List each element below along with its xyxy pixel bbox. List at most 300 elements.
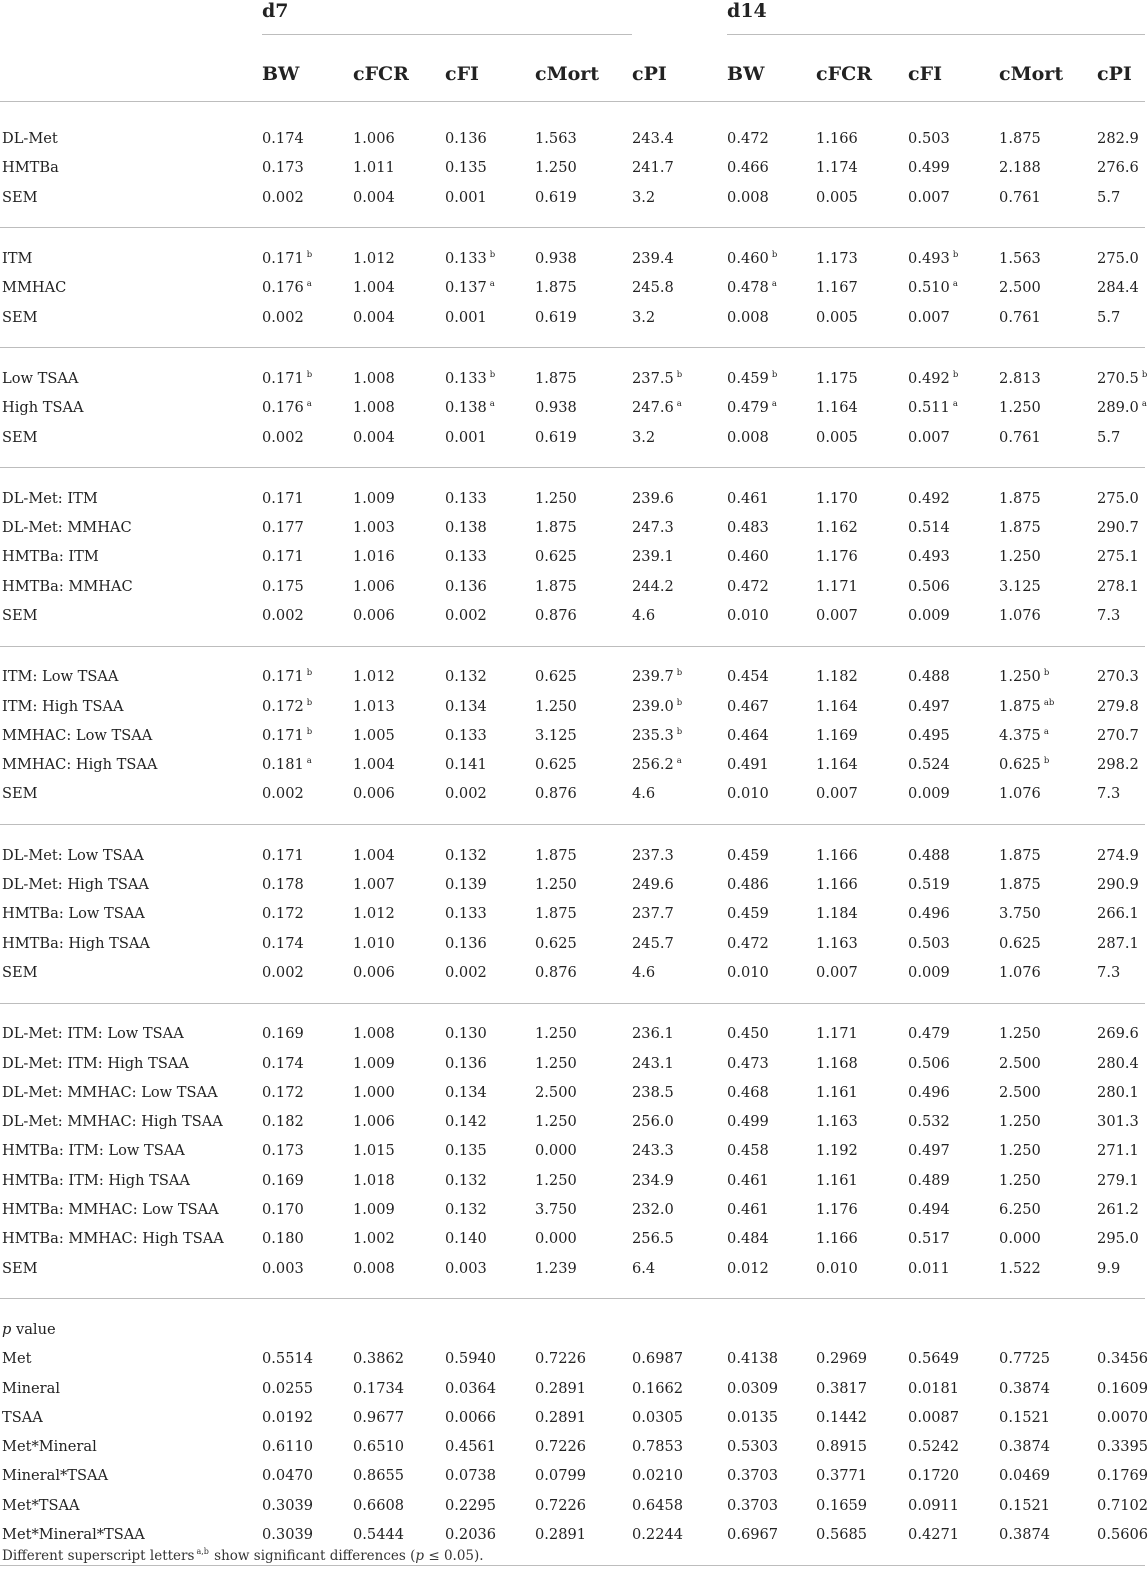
- table-cell: [908, 1195, 999, 1224]
- table-cell: [999, 662, 1097, 691]
- group-header-d14: d14: [727, 0, 767, 22]
- cell-value: 1.166: [816, 876, 858, 894]
- cell-value: 0.472: [727, 130, 769, 148]
- table-cell: [445, 841, 535, 870]
- cell-value: 1.164: [816, 399, 858, 417]
- table-cell: [999, 899, 1097, 928]
- row-label: DL-Met: ITM: High TSAA: [2, 1054, 189, 1072]
- group-header-row: [0, 0, 1145, 35]
- table-cell: [816, 1224, 908, 1253]
- cell-value: 1.163: [816, 934, 858, 952]
- table-row: [0, 393, 1145, 422]
- cell-value: 0.001: [445, 308, 487, 326]
- cell-value: 4.6: [632, 607, 656, 624]
- table-cell: [999, 721, 1097, 750]
- cell-value: 0.450: [727, 1025, 769, 1043]
- cell-value: 0.175: [262, 577, 304, 595]
- cell-value: 0.761: [999, 428, 1041, 446]
- pvalue-cell: 0.5940: [445, 1350, 497, 1368]
- table-row: [0, 1078, 1145, 1107]
- cell-value: 239.1: [632, 548, 674, 566]
- cell-value: 0.000: [535, 1142, 577, 1160]
- cell-value: 1.166: [816, 846, 858, 864]
- cell-value: 1.013: [353, 697, 395, 715]
- table-cell: [999, 1048, 1097, 1077]
- cell-value: 0.005: [816, 428, 858, 446]
- pvalue-cell: 0.0364: [445, 1379, 497, 1397]
- table-cell: [816, 779, 908, 808]
- cell-value: 0.176: [262, 399, 304, 417]
- cell-value: 0.181: [262, 756, 304, 774]
- cell-value: 1.875: [999, 130, 1041, 148]
- table-cell: [445, 1166, 535, 1195]
- table-cell: [445, 1048, 535, 1077]
- cell-value: 0.519: [908, 876, 950, 894]
- cell-value: 0.938: [535, 250, 577, 268]
- significance-letter: b: [676, 668, 683, 679]
- cell-value: 275.0: [1097, 250, 1139, 268]
- pvalue-heading-p: p: [2, 1320, 12, 1338]
- cell-value: 1.168: [816, 1054, 858, 1072]
- cell-value: 0.136: [445, 1054, 487, 1072]
- table-cell: [1097, 779, 1145, 808]
- cell-value: 1.239: [535, 1259, 577, 1277]
- cell-value: 241.7: [632, 159, 674, 177]
- table-cell: [632, 1107, 727, 1136]
- significance-letter: ab: [1043, 697, 1055, 708]
- table-cell: [632, 273, 727, 302]
- table-cell: [908, 422, 999, 451]
- table-cell: [1097, 721, 1145, 750]
- table-cell: [262, 691, 353, 720]
- significance-letter: b: [1043, 668, 1050, 679]
- table-cell: [1097, 899, 1145, 928]
- pvalue-cell: 0.3771: [816, 1467, 868, 1485]
- cell-value: 0.002: [262, 607, 304, 624]
- table-cell: [1097, 393, 1145, 422]
- pvalue-cell: 0.2295: [445, 1496, 497, 1514]
- table-cell: [1097, 1136, 1145, 1165]
- cell-value: 0.478: [727, 279, 769, 297]
- cell-value: 0.496: [908, 905, 950, 923]
- cell-value: 275.0: [1097, 489, 1139, 507]
- cell-value: 290.7: [1097, 519, 1139, 537]
- table-cell: [262, 1107, 353, 1136]
- pvalue-cell: 0.7102: [1097, 1496, 1148, 1514]
- table-cell: [1097, 691, 1145, 720]
- table-cell: [445, 422, 535, 451]
- cell-value: 0.140: [445, 1230, 487, 1248]
- cell-value: 0.174: [262, 1054, 304, 1072]
- table-cell: [445, 1195, 535, 1224]
- table-row: [0, 721, 1145, 750]
- row-label: SEM: [2, 1259, 38, 1277]
- table-cell: [353, 1019, 445, 1048]
- table-cell: [445, 302, 535, 331]
- table-cell: [908, 1048, 999, 1077]
- cell-value: 2.813: [999, 369, 1041, 387]
- cell-value: 0.459: [727, 846, 769, 864]
- table-cell: [632, 958, 727, 987]
- cell-value: 1.875: [999, 697, 1041, 715]
- cell-value: 1.875: [535, 846, 577, 864]
- table-cell: [445, 1078, 535, 1107]
- cell-value: 1.076: [999, 607, 1041, 624]
- table-cell: [1097, 302, 1145, 331]
- cell-value: 290.9: [1097, 876, 1139, 894]
- cell-value: 0.009: [908, 963, 950, 981]
- cell-value: 0.138: [445, 519, 487, 537]
- footnote-superscript: a,b: [196, 1547, 209, 1556]
- table-cell: [535, 124, 632, 153]
- table-cell: [816, 750, 908, 779]
- cell-value: 0.000: [535, 1230, 577, 1248]
- cell-value: 0.172: [262, 697, 304, 715]
- pvalue-row: [0, 1461, 1145, 1490]
- cell-value: 1.175: [816, 369, 858, 387]
- pvalue-cell: 0.9677: [353, 1408, 405, 1426]
- cell-value: 2.188: [999, 159, 1041, 177]
- cell-value: 0.496: [908, 1083, 950, 1101]
- pvalue-cell: 0.7853: [632, 1438, 684, 1456]
- cell-value: 0.133: [445, 905, 487, 923]
- table-cell: [262, 721, 353, 750]
- table-cell: [908, 1136, 999, 1165]
- cell-value: 1.009: [353, 1054, 395, 1072]
- table-cell: [908, 153, 999, 182]
- table-row: [0, 513, 1145, 542]
- pvalue-cell: 0.6987: [632, 1350, 684, 1368]
- cell-value: 0.486: [727, 876, 769, 894]
- table-cell: [999, 542, 1097, 571]
- cell-value: 3.125: [999, 577, 1041, 595]
- table-cell: [816, 870, 908, 899]
- table-cell: [816, 364, 908, 393]
- pvalue-row: [0, 1432, 1145, 1461]
- cell-value: 0.003: [445, 1259, 487, 1277]
- table-cell: [445, 1136, 535, 1165]
- table-cell: [262, 750, 353, 779]
- cell-value: 1.875: [999, 876, 1041, 894]
- cell-value: 9.9: [1097, 1259, 1121, 1277]
- table-cell: [535, 662, 632, 691]
- table-cell: [262, 422, 353, 451]
- table-cell: [262, 929, 353, 958]
- pvalue-cell: 0.6510: [353, 1438, 405, 1456]
- pvalue-cell: 0.0738: [445, 1467, 497, 1485]
- table-cell: [1097, 601, 1145, 630]
- table-cell: [445, 691, 535, 720]
- cell-value: 4.6: [632, 963, 656, 981]
- cell-value: 0.133: [445, 726, 487, 744]
- cell-value: 0.499: [908, 159, 950, 177]
- cell-value: 1.563: [535, 130, 577, 148]
- cell-value: 0.133: [445, 489, 487, 507]
- cell-value: 1.250: [535, 1025, 577, 1043]
- cell-value: 1.164: [816, 756, 858, 774]
- cell-value: 284.4: [1097, 279, 1139, 297]
- table-cell: [816, 1107, 908, 1136]
- table-cell: [535, 929, 632, 958]
- cell-value: 0.006: [353, 963, 395, 981]
- table-cell: [535, 958, 632, 987]
- table-row: [0, 929, 1145, 958]
- cell-value: 1.250: [999, 668, 1041, 686]
- cell-value: 7.3: [1097, 785, 1121, 803]
- cell-value: 0.002: [262, 963, 304, 981]
- cell-value: 0.461: [727, 489, 769, 507]
- pvalue-cell: 0.1659: [816, 1496, 868, 1514]
- table-cell: [262, 1195, 353, 1224]
- table-cell: [1097, 1254, 1145, 1283]
- significance-letter: a: [771, 279, 777, 290]
- table-cell: [445, 929, 535, 958]
- cell-value: 235.3: [632, 726, 674, 744]
- cell-value: 0.010: [727, 963, 769, 981]
- table-cell: [816, 124, 908, 153]
- table-cell: [1097, 1166, 1145, 1195]
- table-cell: [727, 244, 816, 273]
- table-cell: [908, 572, 999, 601]
- row-label: SEM: [2, 785, 38, 803]
- pvalue-cell: 0.2891: [535, 1526, 587, 1544]
- table-cell: [816, 513, 908, 542]
- table-cell: [535, 273, 632, 302]
- section-divider: [0, 1565, 1145, 1566]
- pvalue-cell: 0.0192: [262, 1408, 314, 1426]
- table-cell: [908, 1224, 999, 1253]
- cell-value: 0.464: [727, 726, 769, 744]
- group-header-d7: d7: [262, 0, 289, 22]
- significance-letter: a: [306, 399, 312, 410]
- table-cell: [816, 153, 908, 182]
- table-cell: [632, 393, 727, 422]
- cell-value: 295.0: [1097, 1230, 1139, 1248]
- table-cell: [445, 750, 535, 779]
- cell-value: 0.004: [353, 188, 395, 206]
- table-cell: [816, 484, 908, 513]
- row-label: SEM: [2, 607, 38, 624]
- cell-value: 1.012: [353, 905, 395, 923]
- table-cell: [727, 779, 816, 808]
- pvalue-cell: 0.3817: [816, 1379, 868, 1397]
- row-label: HMTBa: MMHAC: High TSAA: [2, 1230, 224, 1248]
- cell-value: 0.132: [445, 1171, 487, 1189]
- cell-value: 0.011: [908, 1259, 950, 1277]
- cell-value: 4.6: [632, 785, 656, 803]
- cell-value: 1.563: [999, 250, 1041, 268]
- cell-value: 0.532: [908, 1113, 950, 1131]
- table-cell: [535, 513, 632, 542]
- cell-value: 270.7: [1097, 726, 1139, 744]
- table-cell: [535, 750, 632, 779]
- row-label: HMTBa: ITM: [2, 548, 99, 566]
- row-label: Low TSAA: [2, 369, 79, 387]
- cell-value: 0.006: [353, 607, 395, 624]
- cell-value: 0.141: [445, 756, 487, 774]
- cell-value: 0.009: [908, 607, 950, 624]
- table-cell: [908, 1166, 999, 1195]
- table-cell: [632, 899, 727, 928]
- cell-value: 0.004: [353, 308, 395, 326]
- row-label: ITM: High TSAA: [2, 697, 124, 715]
- row-label: DL-Met: MMHAC: High TSAA: [2, 1113, 223, 1131]
- row-label: SEM: [2, 963, 38, 981]
- table-cell: [1097, 572, 1145, 601]
- cell-value: 0.503: [908, 130, 950, 148]
- cell-value: 0.466: [727, 159, 769, 177]
- table-cell: [353, 601, 445, 630]
- table-cell: [262, 779, 353, 808]
- table-cell: [445, 393, 535, 422]
- cell-value: 243.1: [632, 1054, 674, 1072]
- cell-value: 247.3: [632, 519, 674, 537]
- table-row: [0, 750, 1145, 779]
- pvalue-cell: 0.5303: [727, 1438, 779, 1456]
- pvalue-row: [0, 1491, 1145, 1520]
- table-cell: [999, 484, 1097, 513]
- cell-value: 0.173: [262, 1142, 304, 1160]
- table-cell: [908, 870, 999, 899]
- table-cell: [445, 779, 535, 808]
- table-cell: [908, 899, 999, 928]
- cell-value: 0.007: [908, 428, 950, 446]
- cell-value: 245.7: [632, 934, 674, 952]
- table-cell: [727, 691, 816, 720]
- table-cell: [535, 302, 632, 331]
- pvalue-cell: 0.0210: [632, 1467, 684, 1485]
- cell-value: 0.002: [445, 607, 487, 624]
- pvalue-cell: 0.0070: [1097, 1408, 1148, 1426]
- cell-value: 1.250: [535, 1113, 577, 1131]
- cell-value: 0.625: [535, 934, 577, 952]
- cell-value: 0.510: [908, 279, 950, 297]
- table-cell: [816, 958, 908, 987]
- table-cell: [816, 1254, 908, 1283]
- cell-value: 0.171: [262, 726, 304, 744]
- table-cell: [535, 899, 632, 928]
- cell-value: 1.000: [353, 1083, 395, 1101]
- cell-value: 0.180: [262, 1230, 304, 1248]
- pvalue-cell: 0.6110: [262, 1438, 314, 1456]
- table-cell: [353, 513, 445, 542]
- cell-value: 0.524: [908, 756, 950, 774]
- table-cell: [727, 124, 816, 153]
- table-cell: [999, 183, 1097, 212]
- table-cell: [1097, 841, 1145, 870]
- table-row: [0, 1195, 1145, 1224]
- table-cell: [816, 1166, 908, 1195]
- cell-value: 256.5: [632, 1230, 674, 1248]
- table-cell: [908, 929, 999, 958]
- significance-letter: b: [771, 250, 778, 261]
- table-cell: [908, 183, 999, 212]
- cell-value: 0.000: [999, 1230, 1041, 1248]
- cell-value: 0.517: [908, 1230, 950, 1248]
- table-cell: [535, 1254, 632, 1283]
- pvalue-row: [0, 1373, 1145, 1402]
- table-cell: [353, 244, 445, 273]
- pvalue-cell: 0.1521: [999, 1408, 1051, 1426]
- table-row: [0, 364, 1145, 393]
- column-header-row: [0, 63, 1145, 102]
- table-cell: [999, 273, 1097, 302]
- cell-value: 6.250: [999, 1201, 1041, 1219]
- table-cell: [262, 302, 353, 331]
- cell-value: 0.008: [727, 428, 769, 446]
- cell-value: 0.008: [727, 308, 769, 326]
- table-cell: [445, 124, 535, 153]
- table-cell: [999, 124, 1097, 153]
- cell-value: 237.3: [632, 846, 674, 864]
- significance-letter: a: [676, 756, 682, 767]
- table-cell: [632, 1019, 727, 1048]
- cell-value: 0.134: [445, 1083, 487, 1101]
- table-cell: [999, 958, 1097, 987]
- pvalue-cell: 0.5444: [353, 1526, 405, 1544]
- table-cell: [727, 1136, 816, 1165]
- table-cell: [632, 601, 727, 630]
- table-cell: [632, 124, 727, 153]
- table-row: [0, 601, 1145, 630]
- cell-value: 1.162: [816, 519, 858, 537]
- cell-value: 0.459: [727, 905, 769, 923]
- table-cell: [353, 662, 445, 691]
- cell-value: 1.006: [353, 577, 395, 595]
- table-cell: [353, 1254, 445, 1283]
- table-cell: [353, 572, 445, 601]
- table-cell: [445, 244, 535, 273]
- table-cell: [262, 1224, 353, 1253]
- table-cell: [353, 484, 445, 513]
- cell-value: 0.625: [999, 756, 1041, 774]
- row-label: SEM: [2, 308, 38, 326]
- cell-value: 0.171: [262, 369, 304, 387]
- cell-value: 1.250: [535, 876, 577, 894]
- table-cell: [262, 542, 353, 571]
- cell-value: 0.499: [727, 1113, 769, 1131]
- table-cell: [262, 1078, 353, 1107]
- table-cell: [816, 721, 908, 750]
- cell-value: 269.6: [1097, 1025, 1139, 1043]
- footnote-text-start: Different superscript letters: [2, 1548, 195, 1564]
- table-cell: [632, 1048, 727, 1077]
- column-header-cfi-d7: cFI: [445, 63, 479, 85]
- table-cell: [535, 601, 632, 630]
- table-cell: [727, 1166, 816, 1195]
- pvalue-cell: 0.7226: [535, 1496, 587, 1514]
- table-cell: [908, 721, 999, 750]
- pvalue-cell: 0.0911: [908, 1496, 960, 1514]
- cell-value: 3.2: [632, 188, 656, 206]
- table-cell: [353, 153, 445, 182]
- row-label: HMTBa: ITM: Low TSAA: [2, 1142, 185, 1160]
- pvalue-cell: 0.5649: [908, 1350, 960, 1368]
- pvalue-cell: 0.6458: [632, 1496, 684, 1514]
- table-row: [0, 153, 1145, 182]
- cell-value: 243.3: [632, 1142, 674, 1160]
- significance-letter: b: [676, 697, 683, 708]
- cell-value: 0.178: [262, 876, 304, 894]
- pvalue-cell: 0.4138: [727, 1350, 779, 1368]
- cell-value: 0.003: [262, 1259, 304, 1277]
- table-cell: [353, 1136, 445, 1165]
- cell-value: 236.1: [632, 1025, 674, 1043]
- table-cell: [908, 513, 999, 542]
- table-cell: [353, 721, 445, 750]
- table-cell: [908, 1019, 999, 1048]
- table-cell: [632, 302, 727, 331]
